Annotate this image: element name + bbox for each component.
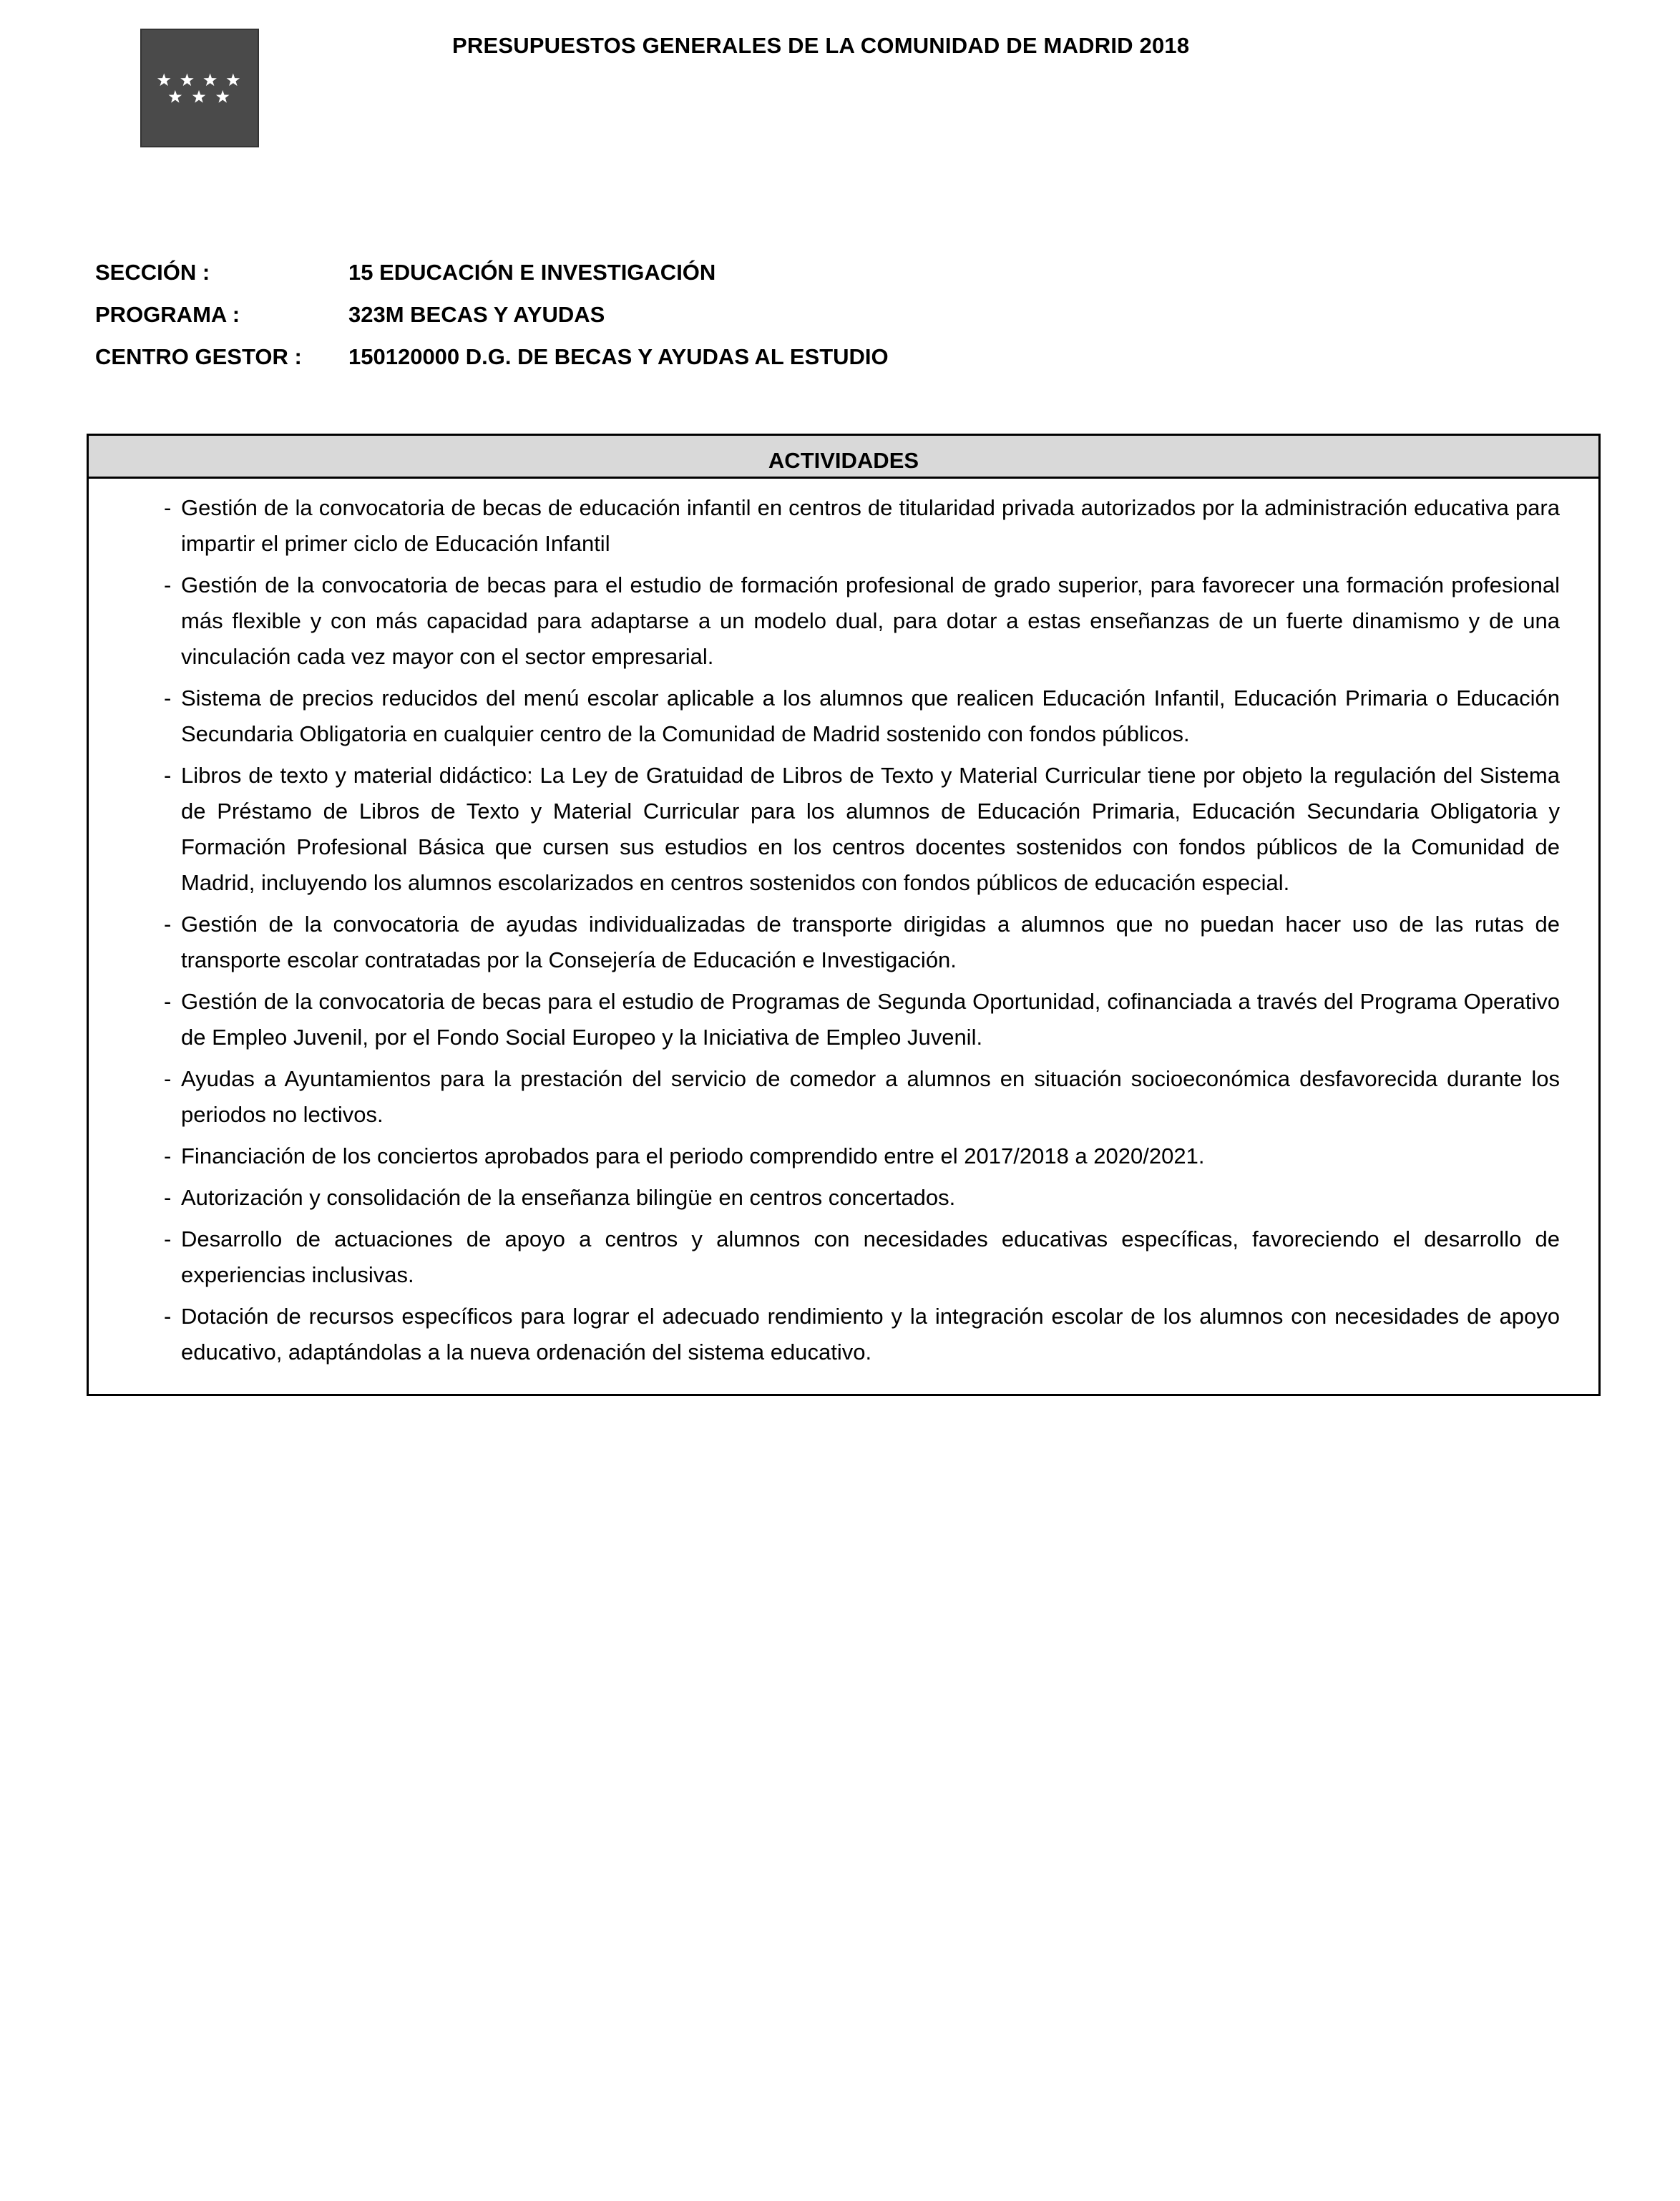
page-title: PRESUPUESTOS GENERALES DE LA COMUNIDAD DE MADRID 2018 [452, 33, 1190, 58]
activities-list [89, 479, 1598, 1370]
activity-item [164, 490, 1560, 562]
activity-item [164, 1180, 1560, 1216]
list-bullet: - [164, 1226, 172, 1251]
activity-item [164, 758, 1560, 901]
activity-text: Dotación de recursos específicos para lograr el adecuado rendimiento y la integración escolar de los alumnos con necesidades de apoyo educativo, adaptándolas a la nueva ordenación del sistema educativo. [181, 1304, 1560, 1365]
activity-text: Libros de texto y material didáctico: La Ley de Gratuidad de Libros de Texto y Material Curricular tiene por objeto la regulación del Sistema de Préstamo de Libros de Texto y Material Curricular para los alumnos de Educación Primaria, Educación Secundaria Obligatoria y Formación Profesional Básica que cursen sus estudios en los centros docentes sostenidos con fondos públicos de la Comunidad de Madrid, incluyendo los alumnos escolarizados en centros sostenidos con fondos públicos de educación especial. [181, 763, 1560, 895]
madrid-stars-logo-icon [140, 29, 259, 147]
list-bullet: - [164, 1304, 172, 1329]
activity-text: Autorización y consolidación de la enseñanza bilingüe en centros concertados. [181, 1185, 956, 1210]
program-value: 323M BECAS Y AYUDAS [348, 301, 605, 327]
activity-item [164, 907, 1560, 978]
list-bullet: - [164, 763, 172, 788]
activity-item [164, 1061, 1560, 1133]
activity-text: Ayudas a Ayuntamientos para la prestación del servicio de comedor a alumnos en situación socioeconómica desfavorecida durante los periodos no lectivos. [181, 1066, 1560, 1127]
program-row [95, 293, 889, 336]
activity-text: Sistema de precios reducidos del menú escolar aplicable a los alumnos que realicen Educación Infantil, Educación Primaria o Educación Secundaria Obligatoria en cualquier centro de la Comunidad de Madrid sostenido con fondos públicos. [181, 685, 1560, 746]
activity-text: Desarrollo de actuaciones de apoyo a centros y alumnos con necesidades educativas específicas, favoreciendo el desarrollo de experiencias inclusivas. [181, 1226, 1560, 1287]
list-bullet: - [164, 495, 172, 520]
list-bullet: - [164, 1185, 172, 1210]
list-bullet: - [164, 1143, 172, 1168]
program-label: PROGRAMA : [95, 301, 240, 327]
activity-text: Gestión de la convocatoria de becas para el estudio de formación profesional de grado superior, para favorecer una formación profesional más flexible y con más capacidad para adaptarse a un modelo dual, para dotar a estas enseñanzas de un fuerte dinamismo y de una vinculación cada vez mayor con el sector empresarial. [181, 572, 1560, 669]
activity-text: Financiación de los conciertos aprobados para el periodo comprendido entre el 2017/2018 a 2020/2021. [181, 1143, 1205, 1168]
activity-text: Gestión de la convocatoria de ayudas individualizadas de transporte dirigidas a alumnos que no puedan hacer uso de las rutas de transporte escolar contratadas por la Consejería de Educación e Investigación. [181, 912, 1560, 972]
list-bullet: - [164, 912, 172, 937]
activity-item [164, 567, 1560, 675]
section-row [95, 251, 889, 293]
activity-item [164, 680, 1560, 752]
activity-item [164, 1299, 1560, 1370]
activity-item [164, 1221, 1560, 1293]
activity-text: Gestión de la convocatoria de becas de educación infantil en centros de titularidad privada autorizados por la administración educativa para impartir el primer ciclo de Educación Infantil [181, 495, 1560, 556]
management-center-label: CENTRO GESTOR : [95, 343, 302, 369]
list-bullet: - [164, 685, 172, 711]
section-label: SECCIÓN : [95, 259, 210, 285]
activities-table [87, 434, 1601, 1396]
activity-item [164, 984, 1560, 1055]
list-bullet: - [164, 1066, 172, 1091]
list-bullet: - [164, 572, 172, 597]
management-center-value: 150120000 D.G. DE BECAS Y AYUDAS AL ESTUDIO [348, 343, 889, 369]
section-value: 15 EDUCACIÓN E INVESTIGACIÓN [348, 259, 716, 285]
activity-item [164, 1138, 1560, 1174]
program-info [95, 251, 889, 378]
activity-text: Gestión de la convocatoria de becas para el estudio de Programas de Segunda Oportunidad, cofinanciada a través del Programa Operativo de Empleo Juvenil, por el Fondo Social Europeo y la Iniciativa de Empleo Juvenil. [181, 989, 1560, 1050]
list-bullet: - [164, 989, 172, 1014]
activities-header: ACTIVIDADES [89, 436, 1598, 479]
management-center-row [95, 336, 889, 378]
